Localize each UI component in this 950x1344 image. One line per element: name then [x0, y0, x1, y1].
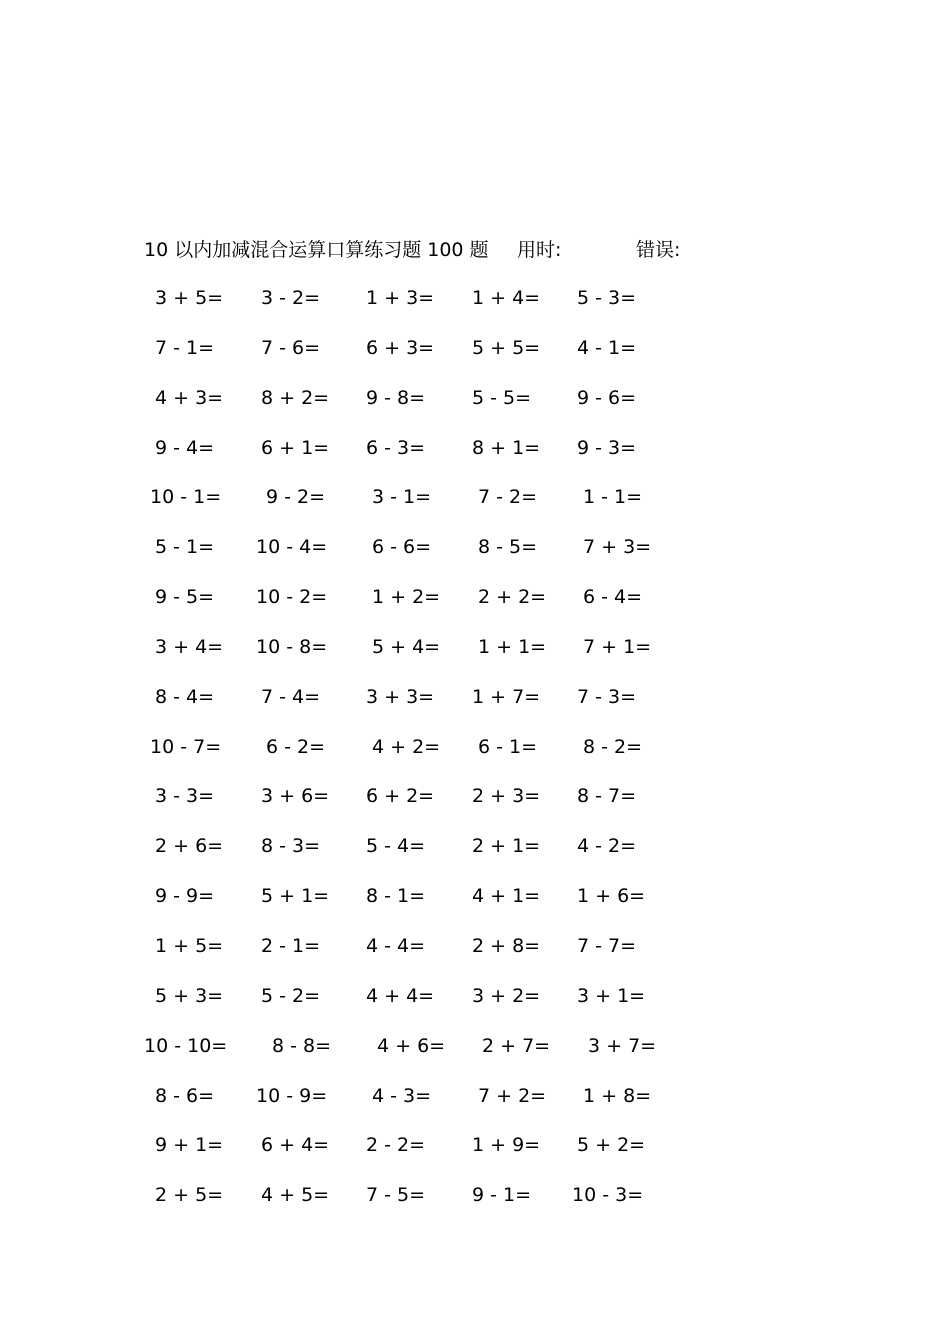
problem-cell: 10 - 4= [256, 536, 328, 559]
problem-cell: 2 + 8= [472, 934, 541, 957]
problem-row [144, 832, 704, 882]
problem-cell: 9 + 1= [155, 1134, 224, 1157]
problem-cell: 4 + 6= [377, 1034, 446, 1057]
problem-cell: 3 + 4= [155, 635, 224, 658]
problem-cell: 3 + 3= [366, 685, 435, 708]
problem-row [144, 1131, 704, 1181]
problem-cell: 9 - 9= [155, 885, 215, 908]
problem-cell: 5 + 4= [372, 635, 441, 658]
problem-cell: 4 + 5= [261, 1184, 330, 1207]
problem-cell: 10 - 10= [144, 1034, 228, 1057]
problem-cell: 3 - 2= [261, 287, 321, 309]
problem-cell: 1 + 2= [372, 586, 441, 609]
problem-cell: 5 + 3= [155, 984, 224, 1007]
problem-cell: 4 + 4= [366, 984, 435, 1007]
problem-cell: 4 + 2= [372, 735, 441, 758]
problem-row [144, 633, 704, 683]
problem-cell: 5 + 2= [577, 1134, 646, 1157]
problem-cell: 4 - 1= [577, 336, 637, 359]
problem-row [144, 1032, 704, 1082]
problem-cell: 7 - 7= [577, 934, 637, 957]
problem-row [144, 284, 704, 334]
problem-cell: 1 + 7= [472, 685, 541, 708]
problem-cell: 8 - 5= [478, 536, 538, 559]
problem-cell: 6 + 1= [261, 436, 330, 459]
problem-cell: 8 - 1= [366, 885, 426, 908]
problem-cell: 5 + 1= [261, 885, 330, 908]
problem-cell: 5 - 1= [155, 536, 215, 559]
problem-row [144, 483, 704, 533]
problem-row [144, 683, 704, 733]
problem-cell: 4 - 4= [366, 934, 426, 957]
problem-row [144, 733, 704, 783]
problem-cell: 1 + 5= [155, 934, 224, 957]
worksheet-title: 10 以内加减混合运算口算练习题 100 题 [144, 239, 489, 261]
problem-row [144, 932, 704, 982]
problem-cell: 8 - 2= [583, 735, 643, 758]
problem-cell: 9 - 4= [155, 436, 215, 459]
problem-row [144, 384, 704, 434]
problem-cell: 10 - 7= [150, 735, 222, 758]
problem-cell: 5 + 5= [472, 336, 541, 359]
problem-cell: 5 - 2= [261, 984, 321, 1007]
problem-cell: 2 + 1= [472, 835, 541, 858]
problem-cell: 2 + 5= [155, 1184, 224, 1207]
problem-grid [144, 284, 704, 1231]
problem-cell: 10 - 3= [572, 1184, 644, 1207]
problem-cell: 7 + 3= [583, 536, 652, 559]
problem-cell: 6 - 4= [583, 586, 643, 609]
problem-cell: 1 + 8= [583, 1084, 652, 1107]
problem-cell: 10 - 9= [256, 1084, 328, 1107]
problem-cell: 1 + 9= [472, 1134, 541, 1157]
problem-cell: 4 - 2= [577, 835, 637, 858]
problem-cell: 2 - 2= [366, 1134, 426, 1157]
problem-cell: 9 - 5= [155, 586, 215, 609]
problem-cell: 2 + 2= [478, 586, 547, 609]
problem-cell: 6 + 4= [261, 1134, 330, 1157]
problem-cell: 4 + 1= [472, 885, 541, 908]
problem-row [144, 982, 704, 1032]
problem-row [144, 583, 704, 633]
problem-cell: 6 - 6= [372, 536, 432, 559]
problem-cell: 1 + 3= [366, 287, 435, 309]
problem-cell: 6 - 2= [266, 735, 326, 758]
problem-row [144, 334, 704, 384]
problem-cell: 2 + 7= [482, 1034, 551, 1057]
problem-cell: 8 - 6= [155, 1084, 215, 1107]
problem-cell: 8 - 4= [155, 685, 215, 708]
errors-label: 错误: [636, 239, 681, 261]
problem-cell: 9 - 1= [472, 1184, 532, 1207]
problem-cell: 9 - 2= [266, 486, 326, 509]
problem-cell: 7 + 1= [583, 635, 652, 658]
problem-row [144, 434, 704, 484]
problem-cell: 8 + 2= [261, 386, 330, 409]
time-used-label: 用时: [517, 239, 562, 261]
problem-cell: 3 + 7= [588, 1034, 657, 1057]
problem-cell: 5 - 4= [366, 835, 426, 858]
problem-cell: 6 + 3= [366, 336, 435, 359]
problem-cell: 8 + 1= [472, 436, 541, 459]
problem-row [144, 1082, 704, 1132]
problem-cell: 10 - 2= [256, 586, 328, 609]
problem-cell: 9 - 8= [366, 386, 426, 409]
problem-cell: 2 + 6= [155, 835, 224, 858]
problem-cell: 2 - 1= [261, 934, 321, 957]
problem-cell: 9 - 3= [577, 436, 637, 459]
problem-cell: 7 - 3= [577, 685, 637, 708]
problem-cell: 3 + 5= [155, 287, 224, 309]
problem-cell: 3 + 6= [261, 785, 330, 808]
problem-cell: 10 - 8= [256, 635, 328, 658]
problem-cell: 3 + 1= [577, 984, 646, 1007]
problem-cell: 8 - 3= [261, 835, 321, 858]
problem-cell: 7 - 4= [261, 685, 321, 708]
problem-cell: 1 + 6= [577, 885, 646, 908]
problem-cell: 3 - 1= [372, 486, 432, 509]
problem-cell: 3 + 2= [472, 984, 541, 1007]
problem-cell: 4 + 3= [155, 386, 224, 409]
problem-cell: 8 - 7= [577, 785, 637, 808]
problem-cell: 7 - 6= [261, 336, 321, 359]
problem-cell: 6 - 3= [366, 436, 426, 459]
problem-row [144, 782, 704, 832]
problem-cell: 2 + 3= [472, 785, 541, 808]
problem-cell: 3 - 3= [155, 785, 215, 808]
problem-cell: 1 - 1= [583, 486, 643, 509]
problem-cell: 7 - 2= [478, 486, 538, 509]
problem-cell: 10 - 1= [150, 486, 222, 509]
problem-cell: 5 - 3= [577, 287, 637, 309]
problem-cell: 1 + 1= [478, 635, 547, 658]
problem-cell: 8 - 8= [272, 1034, 332, 1057]
problem-cell: 7 + 2= [478, 1084, 547, 1107]
problem-cell: 7 - 5= [366, 1184, 426, 1207]
problem-cell: 6 - 1= [478, 735, 538, 758]
problem-cell: 6 + 2= [366, 785, 435, 808]
problem-cell: 4 - 3= [372, 1084, 432, 1107]
problem-cell: 5 - 5= [472, 386, 532, 409]
problem-cell: 9 - 6= [577, 386, 637, 409]
problem-cell: 1 + 4= [472, 287, 541, 309]
problem-row [144, 533, 704, 583]
problem-row [144, 882, 704, 932]
problem-cell: 7 - 1= [155, 336, 215, 359]
problem-row [144, 1181, 704, 1231]
